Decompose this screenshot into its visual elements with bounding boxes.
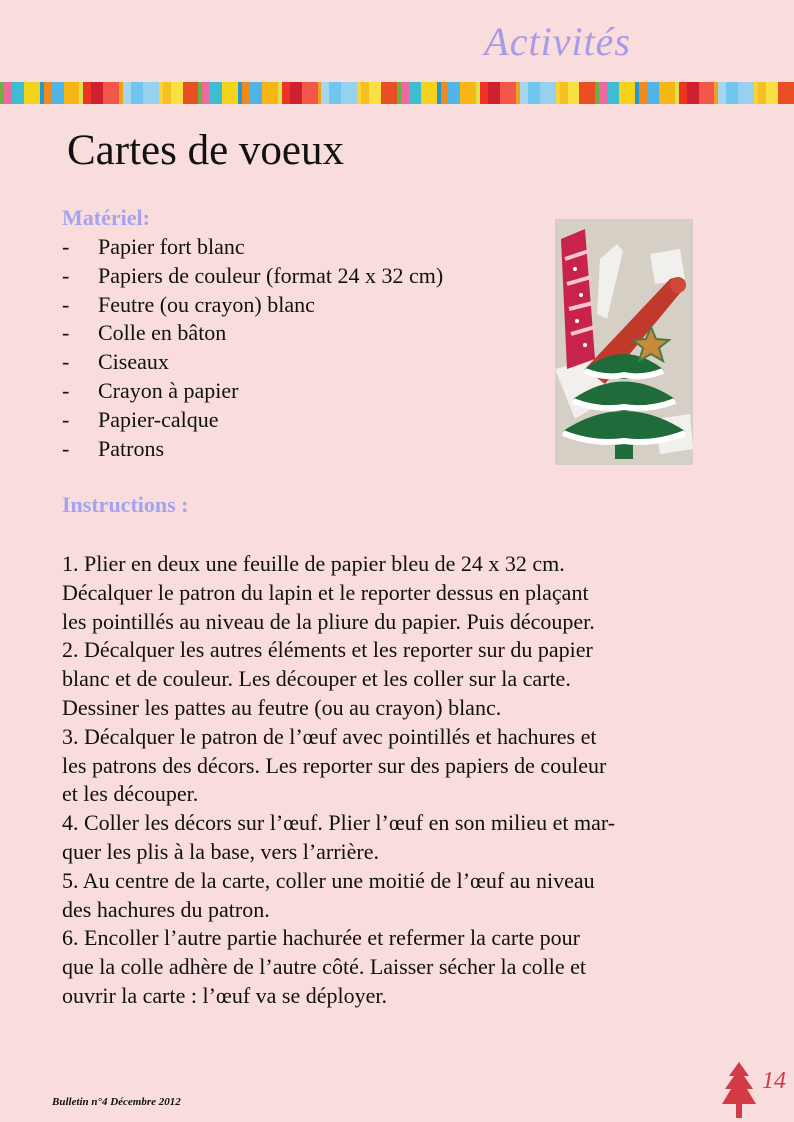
stripe-segment [778,82,794,104]
stripe-segment [143,82,159,104]
stripe-segment [528,82,540,104]
materials-list [62,233,443,463]
stripe-segment [568,82,580,104]
bullet-dash: - [62,262,70,288]
stripe-segment [202,82,210,104]
stripe-segment [329,82,341,104]
bullet-dash: - [62,234,70,259]
stripe-segment [183,82,199,104]
stripe-segment [131,82,143,104]
stripe-segment [24,82,40,104]
list-item [62,319,443,348]
stripe-segment [726,82,738,104]
stripe-segment [448,82,460,104]
stripe-segment [639,82,647,104]
bullet-dash: - [62,291,70,317]
stripe-segment [83,82,91,104]
list-item-text: Papiers de couleur (format 24 x 32 cm) [98,262,444,288]
stripe-segment [599,82,607,104]
color-stripe [0,82,794,104]
stripe-segment [687,82,699,104]
stripe-segment [607,82,619,104]
stripe-segment [321,82,329,104]
list-item [62,406,443,435]
stripe-segment [766,82,778,104]
list-item [62,377,443,406]
stripe-segment [381,82,397,104]
list-item-text: Papier-calque [98,406,219,432]
stripe-segment [123,82,131,104]
stripe-segment [679,82,687,104]
list-item-text: Crayon à papier [98,377,239,403]
list-item [62,262,443,291]
stripe-segment [488,82,500,104]
stripe-segment [619,82,635,104]
stripe-segment [758,82,766,104]
stripe-segment [163,82,171,104]
materials-heading: Matériel: [62,205,150,230]
instruction-line: 4. Coller les décors sur l’œuf. Plier l’œuf en son milieu et mar- [62,810,616,836]
stripe-segment [250,82,262,104]
greeting-card-photo [555,219,693,465]
list-item [62,233,443,262]
stripe-segment [540,82,556,104]
stripe-segment [401,82,409,104]
stripe-segment [738,82,754,104]
stripe-segment [12,82,24,104]
stripe-segment [242,82,250,104]
instruction-line: 6. Encoller l’autre partie hachurée et refermer la carte pour [62,925,580,951]
instruction-line: les pointillés au niveau de la pliure du papier. Puis découper. [62,608,595,634]
stripe-segment [44,82,52,104]
stripe-segment [659,82,675,104]
bullet-dash: - [62,406,70,432]
stripe-segment [421,82,437,104]
instruction-line: 2. Décalquer les autres éléments et les reporter sur du papier [62,637,593,663]
list-item-text: Colle en bâton [98,320,227,346]
stripe-segment [290,82,302,104]
stripe-segment [361,82,369,104]
stripe-segment [699,82,715,104]
stripe-segment [520,82,528,104]
stripe-segment [282,82,290,104]
instruction-line: blanc et de couleur. Les découper et les coller sur la carte. [62,666,571,692]
list-item-text: Patrons [98,435,164,461]
stripe-segment [460,82,476,104]
instruction-line: 1. Plier en deux une feuille de papier bleu de 24 x 32 cm. [62,551,565,576]
instruction-line: ouvrir la carte : l’œuf va se déployer. [62,982,387,1008]
section-title: Activités [484,19,631,64]
instruction-line: que la colle adhère de l’autre côté. Laisser sécher la colle et [62,954,587,980]
stripe-segment [369,82,381,104]
bullet-dash: - [62,349,70,375]
list-item-text: Ciseaux [98,349,169,375]
stripe-segment [91,82,103,104]
instruction-line: les patrons des décors. Les reporter sur des papiers de couleur [62,752,607,778]
stripe-segment [560,82,568,104]
page-number: 14 [762,1068,786,1094]
stripe-segment [4,82,12,104]
instruction-line: quer les plis à la base, vers l’arrière. [62,838,380,864]
bullet-dash: - [62,320,70,346]
bullet-dash: - [62,377,70,403]
instruction-line: et les découper. [62,781,199,807]
stripe-segment [647,82,659,104]
stripe-segment [262,82,278,104]
stripe-segment [64,82,80,104]
stripe-segment [500,82,516,104]
footer-bulletin: Bulletin n°4 Décembre 2012 [52,1096,181,1108]
stripe-segment [222,82,238,104]
list-item [62,348,443,377]
instruction-line: des hachures du patron. [62,896,270,922]
stripe-segment [210,82,222,104]
list-item-text: Feutre (ou crayon) blanc [98,291,315,317]
stripe-segment [302,82,318,104]
stripe-segment [441,82,449,104]
page-title: Cartes de voeux [67,127,345,174]
list-item [62,291,443,320]
stripe-segment [52,82,64,104]
christmas-tree-icon [721,1062,757,1120]
stripe-segment [480,82,488,104]
instruction-line: Décalquer le patron du lapin et le reporter dessus en plaçant [62,579,589,605]
list-item [62,435,443,464]
instruction-line: Dessiner les pattes au feutre (ou au crayon) blanc. [62,694,502,720]
list-item-text: Papier fort blanc [98,234,245,259]
instruction-line: 5. Au centre de la carte, coller une moitié de l’œuf au niveau [62,867,595,893]
instruction-line: 3. Décalquer le patron de l’œuf avec pointillés et hachures et [62,723,597,749]
instructions-heading: Instructions : [62,492,189,517]
stripe-segment [103,82,119,104]
stripe-segment [171,82,183,104]
stripe-segment [579,82,595,104]
bullet-dash: - [62,435,70,461]
stripe-segment [409,82,421,104]
instructions-text [62,550,742,1011]
stripe-segment [718,82,726,104]
stripe-segment [341,82,357,104]
